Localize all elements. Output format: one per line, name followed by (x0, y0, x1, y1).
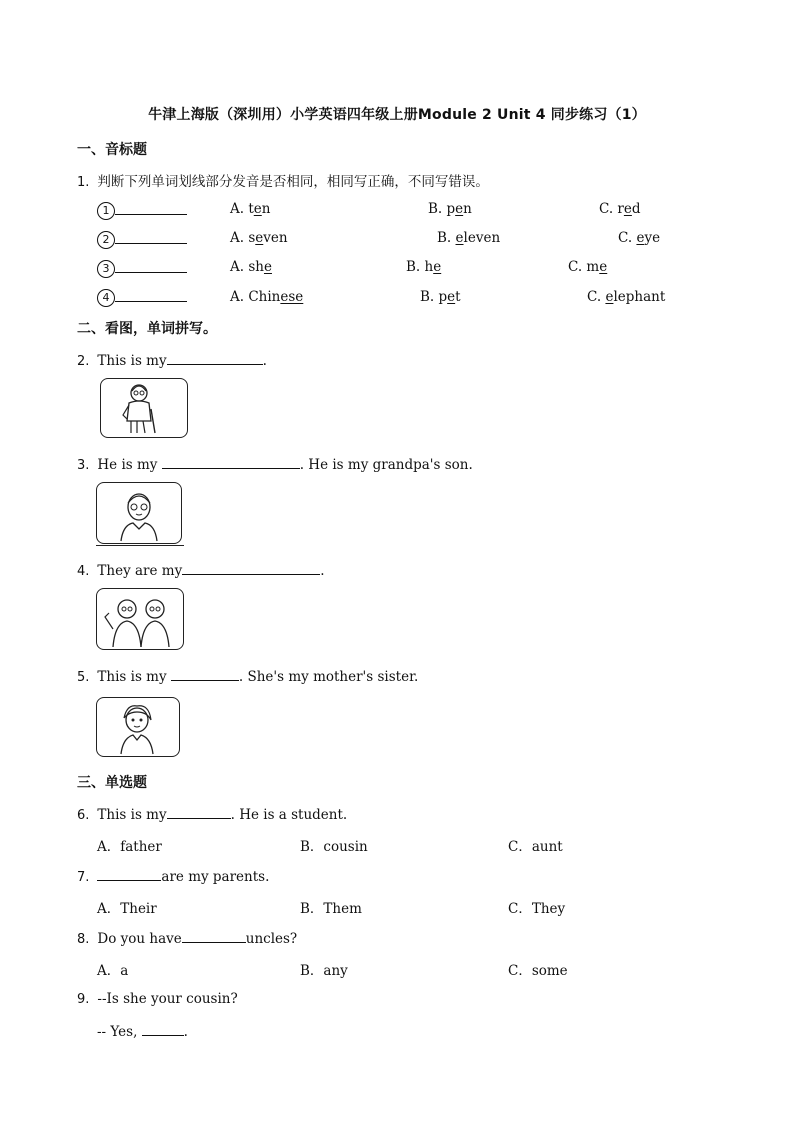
picture-divider (96, 545, 184, 546)
choice-a[interactable]: A．Their (97, 901, 157, 917)
question-2: 2. This is my . (77, 350, 267, 369)
question-4: 4. They are my . (77, 560, 325, 579)
option-c: C. red (599, 201, 641, 217)
question-7: 7. are my parents. (77, 866, 269, 885)
answer-blank[interactable] (115, 200, 187, 215)
q1-row-2 (97, 229, 187, 249)
question-number: 1. (77, 175, 90, 190)
answer-blank[interactable] (97, 866, 161, 881)
answer-blank[interactable] (182, 928, 246, 943)
option-b: B. pet (420, 289, 461, 305)
section-heading-single-choice: 三、单选题 (77, 775, 147, 791)
question-6: 6. This is my . He is a student. (77, 804, 347, 823)
circled-number: 3 (97, 260, 115, 278)
choice-a[interactable]: A．a (97, 963, 129, 979)
choice-c[interactable]: C．They (508, 901, 566, 917)
choice-b[interactable]: B．Them (300, 901, 362, 917)
answer-blank[interactable] (115, 258, 187, 273)
choice-a[interactable]: A．father (97, 839, 162, 855)
section-heading-phonetics: 一、音标题 (77, 142, 147, 158)
question-1 (77, 170, 489, 190)
option-c: C. elephant (587, 289, 666, 305)
grandpa-picture (100, 378, 188, 438)
answer-blank[interactable] (171, 666, 239, 681)
circled-number: 1 (97, 202, 115, 220)
question-8: 8. Do you have uncles? (77, 928, 297, 947)
q1-row-3 (97, 258, 187, 278)
circled-number: 2 (97, 231, 115, 249)
option-c: C. eye (618, 230, 661, 246)
q1-row-4 (97, 287, 187, 307)
choice-c[interactable]: C．aunt (508, 839, 563, 855)
choice-b[interactable]: B．cousin (300, 839, 368, 855)
circled-number: 4 (97, 289, 115, 307)
option-a: A. she (230, 259, 272, 275)
page-title: 牛津上海版（深圳用）小学英语四年级上册Module 2 Unit 4 同步练习（1） (148, 107, 646, 123)
aunt-picture (96, 697, 180, 757)
choice-b[interactable]: B．any (300, 963, 348, 979)
answer-blank[interactable] (167, 350, 263, 365)
answer-blank[interactable] (115, 287, 187, 302)
option-a: A. Chinese (230, 289, 304, 305)
option-a: A. ten (230, 201, 271, 217)
answer-blank[interactable] (182, 560, 320, 575)
option-c: C. me (568, 259, 608, 275)
option-b: B. he (406, 259, 442, 275)
question-5: 5. This is my . She's my mother's sister. (77, 666, 418, 685)
option-b: B. pen (428, 201, 472, 217)
section-heading-picture-spelling: 二、看图，单词拼写。 (77, 321, 217, 337)
father-picture (96, 482, 182, 544)
option-a: A. seven (230, 230, 288, 246)
question-3: 3. He is my . He is my grandpa's son. (77, 454, 473, 473)
answer-blank[interactable] (115, 229, 187, 244)
answer-blank[interactable] (167, 804, 231, 819)
choice-c[interactable]: C．some (508, 963, 568, 979)
q1-row-1 (97, 200, 187, 220)
grandparents-picture (96, 588, 184, 650)
option-b: B. eleven (437, 230, 501, 246)
answer-blank[interactable] (162, 454, 300, 469)
question-text: 判断下列单词划线部分发音是否相同，相同写正确，不同写错误。 (97, 174, 489, 190)
answer-blank[interactable] (142, 1021, 184, 1036)
question-9: 9. --Is she your cousin? (77, 991, 238, 1007)
question-9-reply: -- Yes, . (97, 1021, 188, 1040)
